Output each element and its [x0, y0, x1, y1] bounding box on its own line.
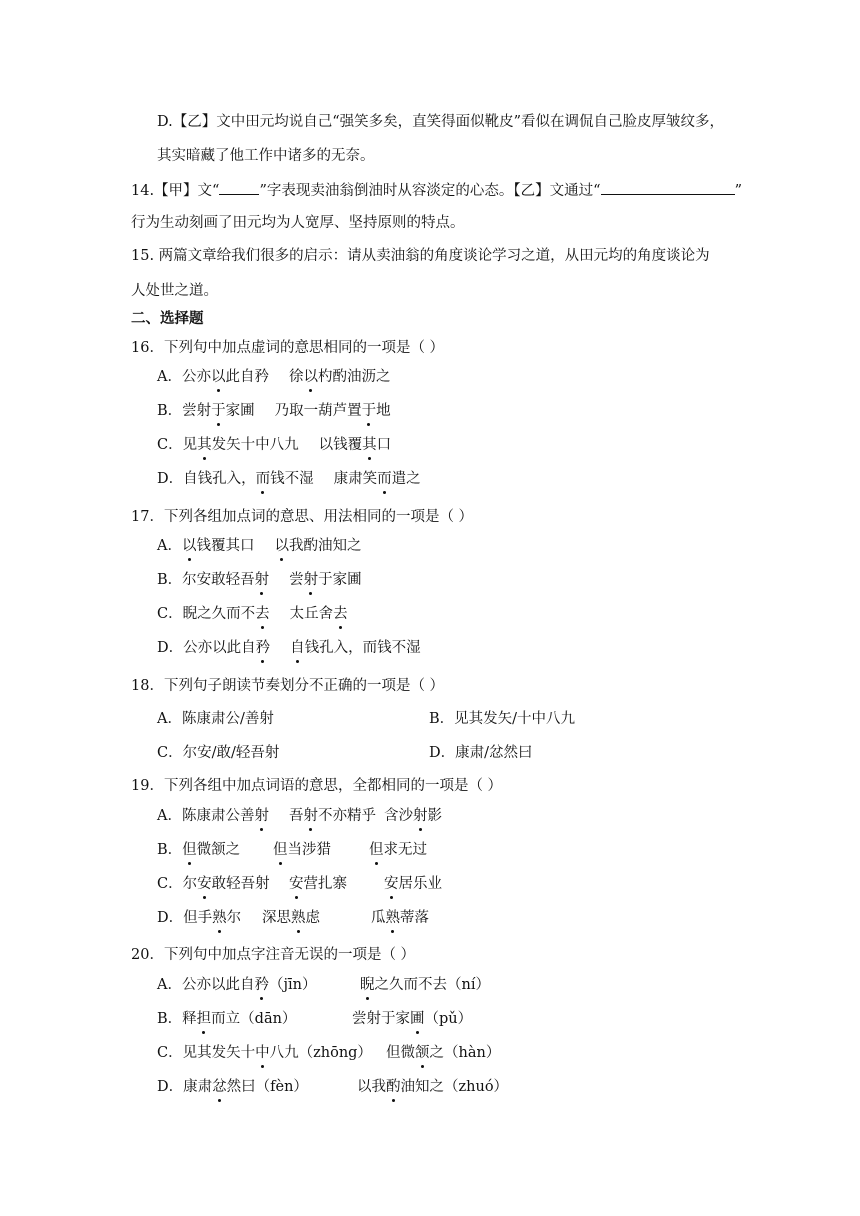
q17-option-b[interactable]: [157, 570, 362, 590]
q15-line2: 人处世之道。: [131, 283, 218, 299]
q17-dotted-word: 自: [290, 640, 305, 656]
q19-dotted-word: 射: [303, 808, 318, 824]
q13-option-d-line1: D.【乙】文中田元均说自己“强笑多矣，直笑得面似靴皮”看似在调侃自己脸皮厚皱纹多，: [157, 114, 725, 130]
q20-stem: 20．下列句中加点字注音无误的一项是（ ）: [131, 947, 416, 963]
q19-phrase: [157, 874, 270, 894]
q16-option-text: 钱不湿: [270, 471, 314, 487]
q18-stem: 18．下列句子朗读节奏划分不正确的一项是（ ）: [131, 678, 445, 694]
q16-dotted-word: 于: [211, 403, 226, 419]
q19-dotted-word: 但: [369, 842, 384, 858]
q19-phrase: [273, 840, 331, 860]
q17-option-text: 太丘舍: [289, 606, 334, 622]
q20-dotted-word: 矜: [254, 977, 269, 993]
q17-dotted-word: 射: [254, 572, 270, 588]
q16-option-text: 遣之: [391, 471, 421, 487]
q19-phrase: [289, 806, 376, 826]
q19-dotted-word: 射: [254, 808, 269, 824]
q17-option-second-phrase: [290, 640, 421, 656]
q19-option-text: 当涉猎: [287, 842, 331, 858]
q20-option-text: 之（hàn）: [429, 1045, 501, 1061]
q19-phrase: [384, 874, 442, 894]
q20-option-text: 以我: [357, 1079, 386, 1095]
q17-option-d[interactable]: [157, 638, 421, 658]
q20-phrase: [360, 975, 490, 995]
q17-option-text: 于家圃: [318, 572, 362, 588]
q19-phrase: [384, 806, 442, 826]
q17-dotted-word: 以: [181, 538, 197, 554]
q19-phrase: [289, 874, 347, 894]
q18-option-d[interactable]: D．康肃/忿然曰: [429, 745, 533, 761]
q16-option-text: 杓酌油沥之: [317, 369, 391, 385]
q16-option-text: C．见: [157, 437, 198, 453]
q20-option-text: 而立（dān）: [211, 1011, 297, 1027]
q16-dotted-word: 其: [362, 437, 377, 453]
q14-part1: 14.【甲】文“: [131, 183, 220, 199]
q16-dotted-word: 其: [197, 437, 212, 453]
q17-dotted-word: 以: [274, 538, 289, 554]
q20-dotted-word: 担: [196, 1011, 212, 1027]
q19-phrase: [157, 840, 240, 860]
q17-option-c[interactable]: [157, 604, 348, 624]
q18-option-b[interactable]: B．见其发矢/十中八九: [429, 711, 576, 727]
q16-option-text: 地: [376, 403, 391, 419]
q19-option-text: C．尔: [157, 876, 198, 892]
q19-dotted-word: 熟: [291, 910, 306, 926]
q15-line1: 15. 两篇文章给我们很多的启示：请从卖油翁的角度谈论学习之道，从田元均的角度谈论为: [131, 248, 710, 264]
q20-phrase: [157, 1043, 372, 1063]
q17-option-text: 我酌油知之: [288, 538, 362, 554]
q20-option-text: A．公亦以此自: [157, 977, 255, 993]
q19-dotted-word: 安: [289, 876, 304, 892]
q17-dotted-word: 去: [333, 606, 348, 622]
q19-dotted-word: 但: [182, 842, 197, 858]
q17-dotted-word: 射: [303, 572, 319, 588]
q16-option-a[interactable]: [157, 367, 390, 387]
q20-dotted-word: 中: [255, 1045, 270, 1061]
q17-option-second-phrase: [274, 538, 361, 554]
q13-option-d-line2: 其实暗藏了他工作中诸多的无奈。: [157, 148, 375, 164]
q19-phrase: [157, 806, 269, 826]
q16-option-text: 康肃笑: [333, 471, 378, 487]
q20-phrase: [352, 1009, 472, 1029]
q16-option-second-phrase: [289, 369, 391, 385]
q16-option-b[interactable]: [157, 401, 391, 421]
q19-option-text: 敢轻吾射: [211, 876, 270, 892]
q20-phrase: [157, 1009, 296, 1029]
q17-stem: 17．下列各组加点词的意思、用法相同的一项是（ ）: [131, 509, 474, 525]
q19-option-text: 影: [427, 808, 442, 824]
q20-dotted-word: 颔: [415, 1045, 430, 1061]
q17-option-text: 钱覆其口: [196, 538, 255, 554]
q19-option-text: 求无过: [383, 842, 427, 858]
q20-dotted-word: 睨: [360, 977, 375, 993]
q20-option-text: （pǔ）: [424, 1011, 473, 1027]
q16-option-text: 家圃: [225, 403, 255, 419]
q20-phrase: [157, 975, 316, 995]
q19-dotted-word: 但: [273, 842, 288, 858]
q16-option-text: 发矢十中八九: [211, 437, 299, 453]
q18-option-c[interactable]: C．尔安/敢/轻吾射: [157, 745, 280, 761]
q16-option-text: B．尝射: [157, 403, 212, 419]
q20-dotted-word: 忿: [212, 1079, 227, 1095]
q16-option-text: 以钱覆: [318, 437, 363, 453]
q17-option-text: 尝: [289, 572, 304, 588]
q19-option-text: 瓜: [371, 910, 386, 926]
q16-option-text: 乃取一葫芦置: [274, 403, 362, 419]
q19-option-text: B．: [157, 842, 183, 858]
q16-stem: 16．下列句中加点虚词的意思相同的一项是（ ）: [131, 340, 445, 356]
q19-option-text: 吾: [289, 808, 304, 824]
q18-option-a[interactable]: A．陈康肃公/善射: [157, 711, 274, 727]
q19-option-text: 不亦精乎: [318, 808, 376, 824]
q16-option-text: D．自钱孔入，: [157, 471, 256, 487]
q19-option-text: 尔: [226, 910, 242, 926]
q19-dotted-word: 安: [384, 876, 399, 892]
q14-part2: ”字表现卖油翁倒油时从容淡定的心态。【乙】文通过“: [259, 183, 601, 199]
q17-option-text: A．: [157, 538, 182, 554]
q17-option-text: 钱孔入，而钱不湿: [304, 640, 421, 656]
q14-blank-2[interactable]: [601, 180, 735, 195]
q16-dotted-word: 而: [377, 471, 392, 487]
q16-option-second-phrase: [319, 437, 392, 453]
q20-option-text: D．康肃: [157, 1079, 213, 1095]
q20-option-text: 油知之（zhuó）: [400, 1079, 509, 1095]
q19-option-text: 蒂落: [400, 910, 429, 926]
q17-option-text: C．睨之久而不: [157, 606, 256, 622]
q19-option-text: 居乐业: [398, 876, 442, 892]
q19-phrase: [371, 908, 429, 928]
q19-option-text: 虑: [305, 910, 320, 926]
q20-option-text: 然曰（fèn）: [226, 1079, 308, 1095]
q19-dotted-word: 射: [413, 808, 428, 824]
q17-dotted-word: 去: [255, 606, 270, 622]
q19-phrase: [262, 908, 320, 928]
q19-dotted-word: 安: [197, 876, 212, 892]
q17-option-text: B．尔安敢轻吾: [157, 572, 255, 588]
q19-phrase: [157, 908, 241, 928]
q16-option-text: 此自矜: [225, 369, 269, 385]
q20-option-text: 八九（zhōng）: [269, 1045, 372, 1061]
q17-option-second-phrase: [289, 572, 362, 588]
q20-dotted-word: 酌: [386, 1079, 401, 1095]
q17-option-a[interactable]: [157, 536, 361, 556]
q14-blank-1[interactable]: [219, 180, 259, 195]
q20-phrase: [386, 1043, 500, 1063]
q17-option-second-phrase: [290, 606, 348, 622]
q20-option-text: 之久而不去（ní）: [374, 977, 490, 993]
q16-option-second-phrase: [334, 471, 421, 487]
q20-option-text: （jīn）: [268, 977, 317, 993]
q20-option-text: C．见其发矢十: [157, 1045, 256, 1061]
q19-option-text: 含沙: [384, 808, 413, 824]
section-title-choice: 二、选择题: [131, 310, 204, 327]
q20-phrase: [357, 1077, 508, 1097]
q14-part3: ”: [734, 183, 742, 199]
q16-option-second-phrase: [275, 403, 391, 419]
q19-option-text: 深思: [262, 910, 291, 926]
q19-phrase: [369, 840, 427, 860]
q16-option-c[interactable]: [157, 435, 391, 455]
q16-dotted-word: 于: [361, 403, 377, 419]
q19-option-text: 微颔之: [196, 842, 241, 858]
q14-line1: [131, 180, 742, 201]
q19-option-text: 营扎寨: [303, 876, 347, 892]
q16-dotted-word: 以: [210, 369, 226, 385]
q17-dotted-word: 矜: [255, 640, 271, 656]
q14-line2: 行为生动刻画了田元均为人宽厚、坚持原则的特点。: [131, 215, 465, 231]
q19-option-text: D．但手: [157, 910, 213, 926]
q19-dotted-word: 熟: [385, 910, 400, 926]
q16-option-text: 徐: [288, 369, 304, 385]
q16-dotted-word: 以: [303, 369, 318, 385]
q20-dotted-word: 圃: [410, 1011, 425, 1027]
q17-option-text: D．公亦以此自: [157, 640, 256, 656]
q20-option-text: B．释: [157, 1011, 197, 1027]
q16-option-text: 口: [376, 437, 392, 453]
q19-option-text: A．陈康肃公善: [157, 808, 255, 824]
q16-option-d[interactable]: [157, 469, 421, 489]
q16-dotted-word: 而: [255, 471, 271, 487]
q20-phrase: [157, 1077, 308, 1097]
q16-option-text: A．公亦: [157, 369, 211, 385]
q20-option-text: 但微: [386, 1045, 415, 1061]
q19-dotted-word: 熟: [212, 910, 227, 926]
q19-stem: 19．下列各组中加点词语的意思，全都相同的一项是（ ）: [131, 778, 503, 794]
q20-option-text: 尝射于家: [352, 1011, 410, 1027]
